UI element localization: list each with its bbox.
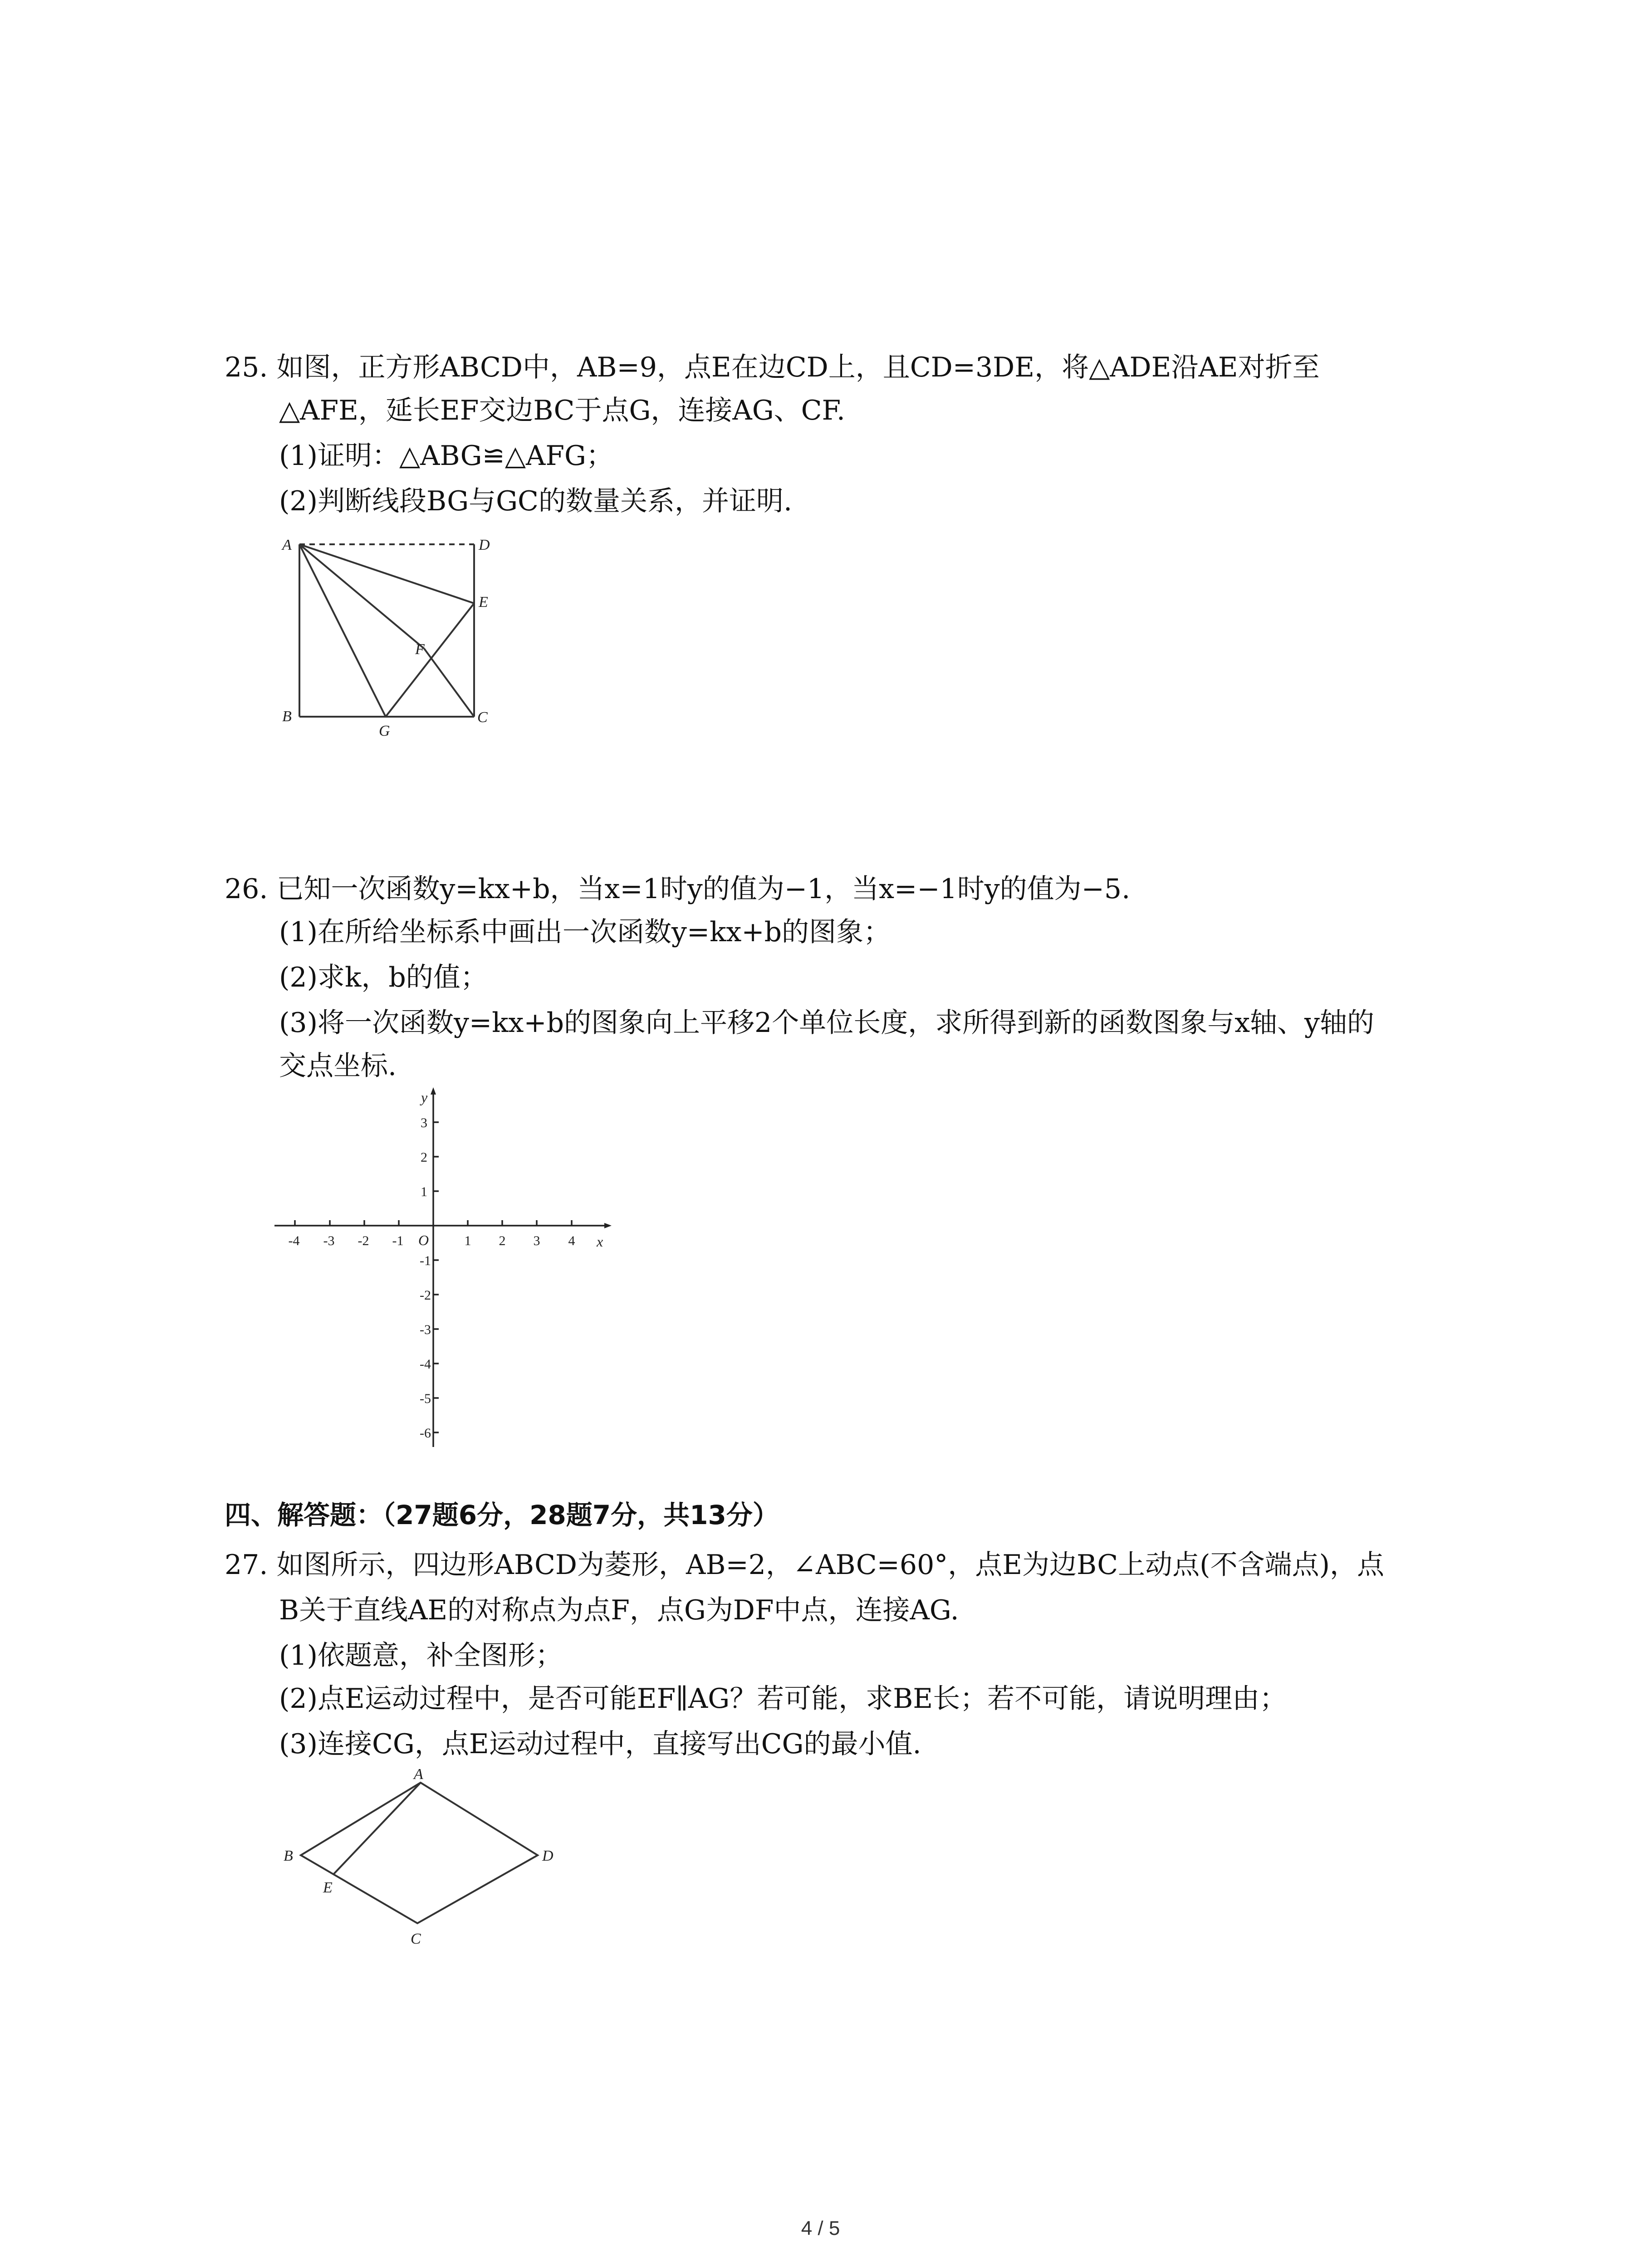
q27-rhombus-figure bbox=[272, 1760, 572, 1950]
q27-label-e: E bbox=[323, 1879, 333, 1896]
q27-part1: (1)依题意，补全图形； bbox=[279, 1640, 563, 1672]
q27-stem-line2: B关于直线AE的对称点为点F，点G为DF中点，连接AG. bbox=[279, 1594, 959, 1626]
q25-part2: (2)判断线段BG与GC的数量关系，并证明. bbox=[279, 485, 793, 517]
q27-label-c: C bbox=[411, 1931, 421, 1947]
page-number: 4 / 5 bbox=[801, 2217, 840, 2239]
q27-label-a: A bbox=[414, 1766, 423, 1783]
q25-label-f: F bbox=[415, 641, 425, 658]
q27-label-d: D bbox=[542, 1848, 554, 1864]
q25-label-d: D bbox=[479, 537, 490, 553]
q26-x-tick: -1 bbox=[392, 1233, 404, 1248]
q26-y-label: y bbox=[421, 1089, 428, 1105]
q25-label-g: G bbox=[379, 723, 390, 739]
q26-y-tick: 2 bbox=[421, 1150, 427, 1165]
q26-x-tick: -2 bbox=[358, 1233, 369, 1248]
q26-stem: 26. 已知一次函数y=kx+b，当x=1时y的值为−1，当x=−1时y的值为−5. bbox=[225, 873, 1131, 905]
q26-y-tick: 1 bbox=[421, 1184, 427, 1199]
q27-part2: (2)点E运动过程中，是否可能EF∥AG？若可能，求BE长；若不可能，请说明理由； bbox=[279, 1683, 1287, 1715]
q25-label-c: C bbox=[477, 709, 488, 726]
q26-y-tick: -1 bbox=[420, 1253, 431, 1268]
q26-y-tick: 3 bbox=[421, 1115, 427, 1130]
q26-part3-line1: (3)将一次函数y=kx+b的图象向上平移2个单位长度，求所得到新的函数图象与x轴、y轴的 bbox=[279, 1007, 1374, 1039]
section4-heading: 四、解答题：（27题6分，28题7分，共13分） bbox=[225, 1500, 779, 1530]
q25-label-b: B bbox=[282, 708, 292, 725]
q26-x-tick: 4 bbox=[568, 1233, 575, 1248]
q26-x-tick: 2 bbox=[499, 1233, 506, 1248]
q26-y-tick: -2 bbox=[420, 1288, 431, 1303]
q25-stem-line1: 25. 如图，正方形ABCD中，AB=9，点E在边CD上，且CD=3DE，将△ADE沿AE对折至 bbox=[225, 352, 1320, 383]
q26-part3-line2: 交点坐标. bbox=[279, 1050, 397, 1082]
q27-part3: (3)连接CG，点E运动过程中，直接写出CG的最小值. bbox=[279, 1728, 921, 1760]
q26-part1: (1)在所给坐标系中画出一次函数y=kx+b的图象； bbox=[279, 916, 891, 948]
q26-origin-label: O bbox=[418, 1232, 429, 1248]
q26-x-tick: 3 bbox=[533, 1233, 540, 1248]
q26-x-label: x bbox=[597, 1233, 603, 1250]
q26-x-tick: 1 bbox=[464, 1233, 471, 1248]
q27-label-b: B bbox=[284, 1848, 293, 1864]
q27-stem-line1: 27. 如图所示，四边形ABCD为菱形，AB=2，∠ABC=60°，点E为边BC上动点(不含端点)，点 bbox=[225, 1549, 1384, 1581]
q26-coordinate-system bbox=[268, 1084, 622, 1461]
q26-y-tick: -4 bbox=[420, 1357, 431, 1372]
q26-x-tick: -4 bbox=[288, 1233, 300, 1248]
q25-stem-line2: △AFE，延长EF交边BC于点G，连接AG、CF. bbox=[279, 395, 845, 426]
q26-y-tick: -5 bbox=[420, 1391, 431, 1406]
q26-x-tick: -3 bbox=[323, 1233, 335, 1248]
q25-label-e: E bbox=[479, 594, 488, 611]
q25-label-a: A bbox=[282, 537, 292, 553]
q25-part1: (1)证明：△ABG≌△AFG； bbox=[279, 440, 613, 472]
q26-y-tick: -3 bbox=[420, 1322, 431, 1337]
q26-part2: (2)求k，b的值； bbox=[279, 962, 488, 993]
q26-y-tick: -6 bbox=[420, 1426, 431, 1441]
q25-square-figure bbox=[272, 522, 508, 739]
